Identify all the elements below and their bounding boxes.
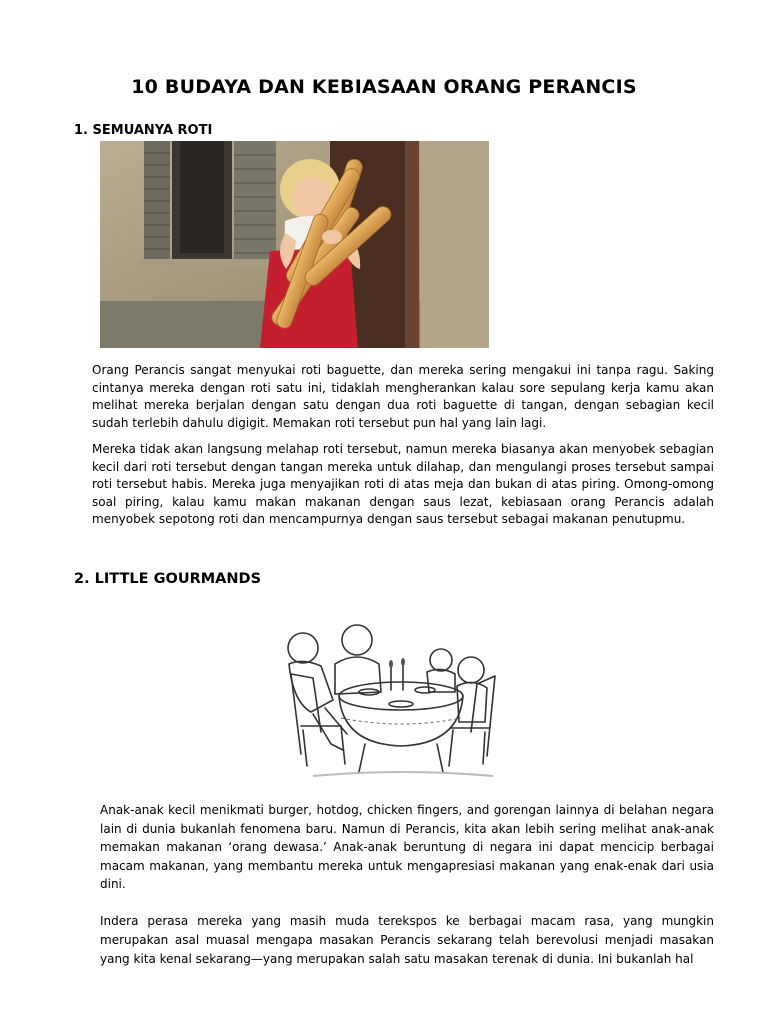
section-2-heading: 2. LITTLE GOURMANDS — [74, 571, 262, 587]
section-1-paragraph-1: Orang Perancis sangat menyukai roti baguette, dan mereka sering mengakui ini tanpa ragu. Saking cintanya mereka dengan roti satu ini, tidaklah mengherankan kalau sore sepulang kerja kamu akan melihat mereka berjalan dengan satu dengan dua roti baguette di tangan, dengan sebagian kecil sudah terlebih dahulu digigit. Memakan roti tersebut pun hal yang lain lagi. — [92, 363, 714, 430]
section-2-paragraph-1: Anak-anak kecil menikmati burger, hotdog, chicken fingers, and gorengan lainnya di belahan negara lain di dunia bukanlah fenomena baru. Namun di Perancis, kita akan lebih sering melihat anak-anak memakan makanan ‘orang dewasa.’ Anak-anak beruntung di negara ini dapat mencicip berbagai macam makanan, yang membantu mereka untuk mengapresiasi makanan yang enak-enak dari usia dini. — [100, 803, 714, 891]
section-2-paragraph-2: Indera perasa mereka yang masih muda terekspos ke berbagai macam rasa, yang mungkin merupakan asal muasal mengapa masakan Perancis sekarang telah berevolusi menjadi masakan yang kita kenal sekarang—yang merupakan salah satu masakan terenak di dunia. Ini bukanlah hal — [100, 914, 714, 966]
document-title: 10 BUDAYA DAN KEBIASAAN ORANG PERANCIS — [131, 76, 637, 98]
girl-with-baguettes-photo — [100, 141, 489, 348]
section-1-paragraph-2: Mereka tidak akan langsung melahap roti tersebut, namun mereka biasanya akan menyobek sebagian kecil dari roti tersebut dengan tangan mereka untuk dilahap, dan mengulangi proses tersebut sampai roti tersebut habis. Mereka juga menyajikan roti di atas meja dan bukan di atas piring. Omong-omong soal piring, kalau kamu makan makanan dengan saus lezat, kebiasaan orang Perancis adalah menyobek sepotong roti dan mencampurnya dengan saus tersebut sebagai makanan penutupmu. — [92, 442, 714, 526]
family-dinner-illustration — [273, 604, 523, 780]
section-1-heading: 1. SEMUANYA ROTI — [74, 123, 213, 138]
